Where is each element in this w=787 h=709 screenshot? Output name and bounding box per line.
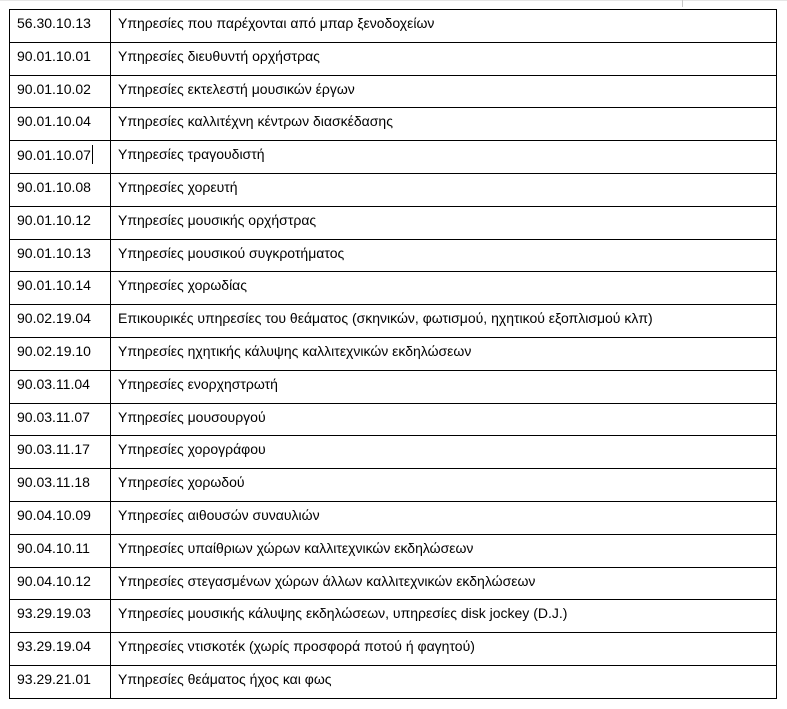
code-cell[interactable]: 93.29.19.03 — [10, 600, 111, 633]
code-cell[interactable]: 90.03.11.18 — [10, 469, 111, 502]
code-cell[interactable]: 90.01.10.12 — [10, 206, 111, 239]
text-cursor — [92, 145, 93, 164]
table-row — [10, 633, 777, 666]
table-row — [10, 272, 777, 305]
code-cell[interactable] — [10, 141, 111, 174]
page-edge — [0, 0, 787, 1]
code-cell[interactable]: 56.30.10.13 — [10, 10, 111, 43]
description-cell[interactable]: Υπηρεσίες χορογράφου — [111, 436, 777, 469]
code-text: 90.01.10.07 — [17, 147, 91, 164]
description-cell[interactable]: Υπηρεσίες καλλιτέχνη κέντρων διασκέδασης — [111, 108, 777, 141]
code-cell[interactable]: 90.04.10.12 — [10, 567, 111, 600]
table-row — [10, 501, 777, 534]
table-row — [10, 337, 777, 370]
description-cell[interactable]: Υπηρεσίες ντισκοτέκ (χωρίς προσφορά ποτού ή φαγητού) — [111, 633, 777, 666]
description-cell[interactable]: Υπηρεσίες χορωδού — [111, 469, 777, 502]
code-cell[interactable]: 90.01.10.02 — [10, 75, 111, 108]
codes-table — [9, 9, 777, 699]
description-cell[interactable]: Υπηρεσίες χορωδίας — [111, 272, 777, 305]
code-cell[interactable]: 90.03.11.07 — [10, 403, 111, 436]
table-row — [10, 141, 777, 174]
description-cell[interactable]: Υπηρεσίες εκτελεστή μουσικών έργων — [111, 75, 777, 108]
description-cell[interactable]: Υπηρεσίες τραγουδιστή — [111, 141, 777, 174]
description-cell[interactable]: Επικουρικές υπηρεσίες του θεάματος (σκηνικών, φωτισμού, ηχητικού εξοπλισμού κλπ) — [111, 305, 777, 338]
table-row — [10, 600, 777, 633]
description-cell[interactable]: Υπηρεσίες χορευτή — [111, 173, 777, 206]
table-row — [10, 206, 777, 239]
description-cell[interactable]: Υπηρεσίες μουσικού συγκροτήματος — [111, 239, 777, 272]
table-row — [10, 42, 777, 75]
description-cell[interactable]: Υπηρεσίες μουσικής ορχήστρας — [111, 206, 777, 239]
code-cell[interactable]: 90.01.10.08 — [10, 173, 111, 206]
code-cell[interactable]: 93.29.19.04 — [10, 633, 111, 666]
code-cell[interactable]: 90.01.10.04 — [10, 108, 111, 141]
table-row — [10, 305, 777, 338]
table-row — [10, 10, 777, 43]
table-row — [10, 436, 777, 469]
table-row — [10, 173, 777, 206]
description-cell[interactable]: Υπηρεσίες αιθουσών συναυλιών — [111, 501, 777, 534]
code-cell[interactable]: 90.02.19.04 — [10, 305, 111, 338]
description-cell[interactable]: Υπηρεσίες ηχητικής κάλυψης καλλιτεχνικών εκδηλώσεων — [111, 337, 777, 370]
description-cell[interactable]: Υπηρεσίες θεάματος ήχος και φως — [111, 665, 777, 698]
code-cell[interactable]: 90.04.10.09 — [10, 501, 111, 534]
page-margin-marker — [682, 0, 683, 7]
description-cell[interactable]: Υπηρεσίες ενορχηστρωτή — [111, 370, 777, 403]
code-cell[interactable]: 90.01.10.13 — [10, 239, 111, 272]
code-cell[interactable]: 90.03.11.17 — [10, 436, 111, 469]
description-cell[interactable]: Υπηρεσίες στεγασμένων χώρων άλλων καλλιτεχνικών εκδηλώσεων — [111, 567, 777, 600]
code-cell[interactable]: 90.01.10.14 — [10, 272, 111, 305]
code-cell[interactable]: 90.04.10.11 — [10, 534, 111, 567]
table-row — [10, 75, 777, 108]
table-row — [10, 469, 777, 502]
code-cell[interactable]: 90.02.19.10 — [10, 337, 111, 370]
table-row — [10, 239, 777, 272]
table-row — [10, 108, 777, 141]
description-cell[interactable]: Υπηρεσίες μουσικής κάλυψης εκδηλώσεων, υπηρεσίες disk jockey (D.J.) — [111, 600, 777, 633]
description-cell[interactable]: Υπηρεσίες μουσουργού — [111, 403, 777, 436]
description-cell[interactable]: Υπηρεσίες που παρέχονται από μπαρ ξενοδοχείων — [111, 10, 777, 43]
description-cell[interactable]: Υπηρεσίες υπαίθριων χώρων καλλιτεχνικών εκδηλώσεων — [111, 534, 777, 567]
table-row — [10, 567, 777, 600]
code-cell[interactable]: 90.03.11.04 — [10, 370, 111, 403]
code-cell[interactable]: 90.01.10.01 — [10, 42, 111, 75]
description-cell[interactable]: Υπηρεσίες διευθυντή ορχήστρας — [111, 42, 777, 75]
code-cell[interactable]: 93.29.21.01 — [10, 665, 111, 698]
table-row — [10, 403, 777, 436]
table-row — [10, 665, 777, 698]
table-row — [10, 534, 777, 567]
table-row — [10, 370, 777, 403]
